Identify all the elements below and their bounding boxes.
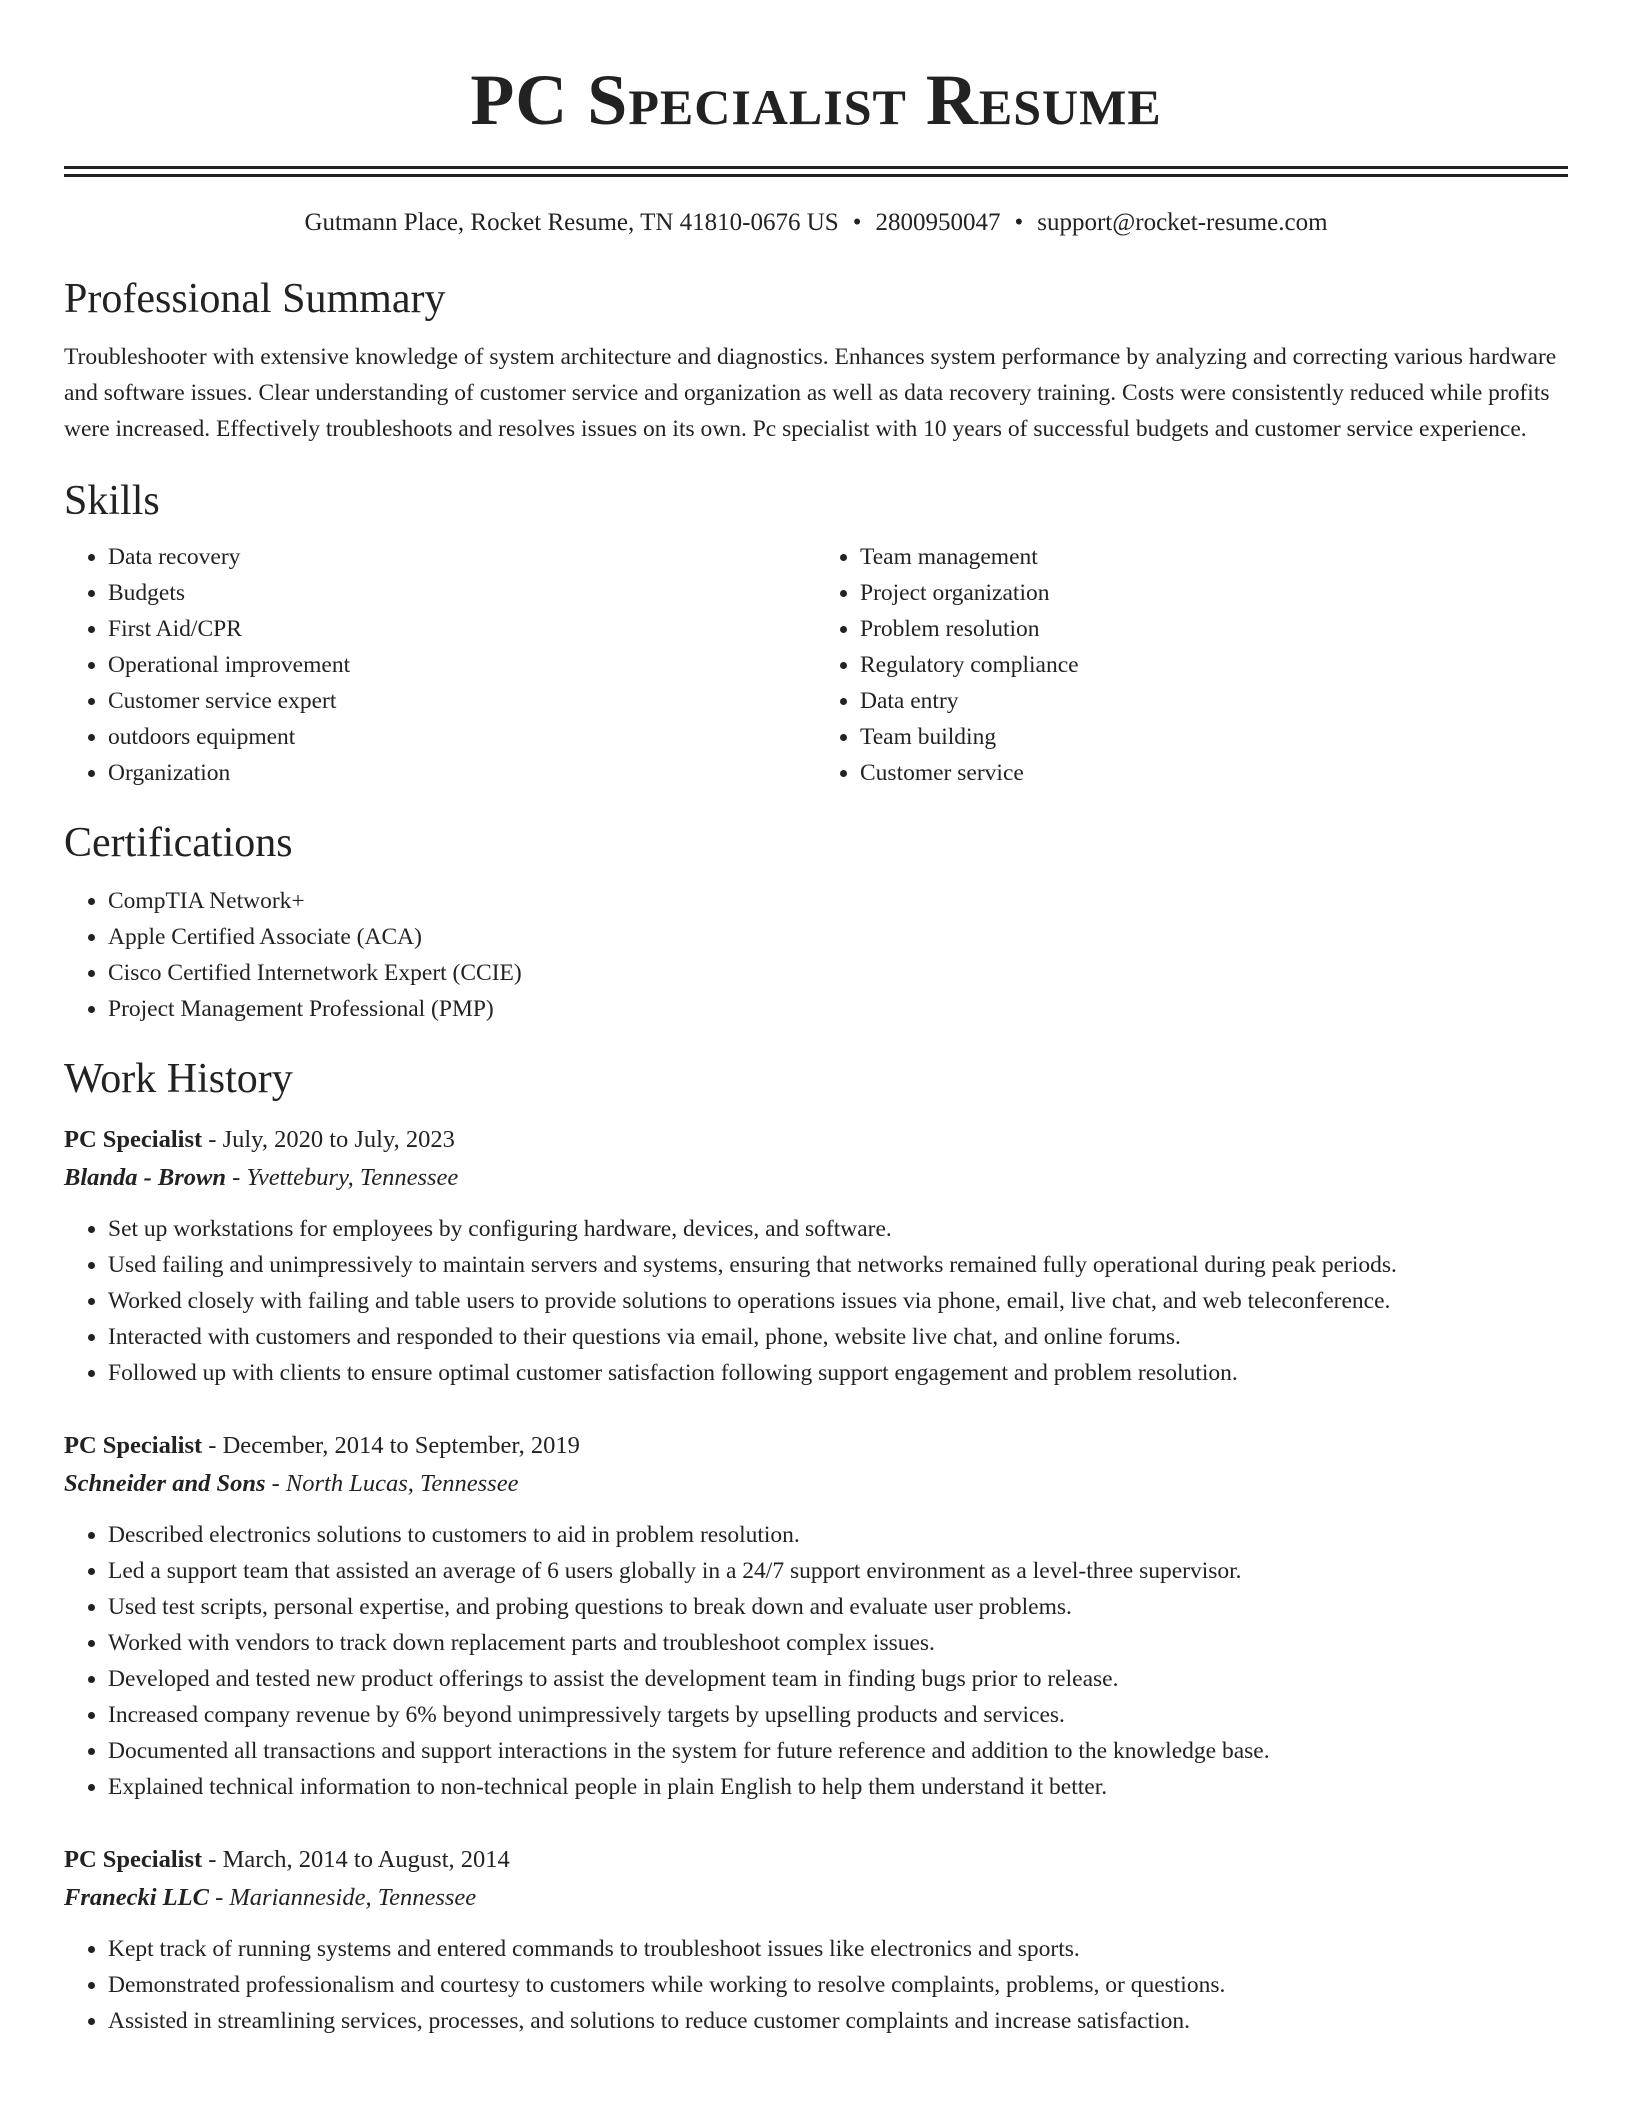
job-company-line bbox=[64, 1879, 1568, 1917]
job-title-line bbox=[64, 1427, 1568, 1465]
contact-email: support@rocket-resume.com bbox=[1037, 209, 1328, 236]
contact-address: Gutmann Place, Rocket Resume, TN 41810-0676 US bbox=[304, 209, 839, 236]
job-duty: • Developed and tested new product offerings to assist the development team in finding bugs prior to release. bbox=[108, 1661, 1568, 1697]
skill-item: • Organization bbox=[108, 755, 816, 791]
job-company-line bbox=[64, 1159, 1568, 1197]
job-duties-list bbox=[64, 1517, 1568, 1805]
job-title: PC Specialist bbox=[64, 1846, 203, 1873]
job-duty: • Interacted with customers and responded to their questions via email, phone, website live chat, and online forums. bbox=[108, 1319, 1568, 1355]
skill-item: • outdoors equipment bbox=[108, 719, 816, 755]
job-entry bbox=[64, 1427, 1568, 1805]
work-history-section bbox=[64, 1053, 1568, 2039]
job-duty: • Explained technical information to non-technical people in plain English to help them understand it better. bbox=[108, 1769, 1568, 1805]
job-duty: • Demonstrated professionalism and courtesy to customers while working to resolve complaints, problems, or questions. bbox=[108, 1967, 1568, 2003]
job-duties-list bbox=[64, 1211, 1568, 1391]
job-duties-list bbox=[64, 1931, 1568, 2039]
skills-columns bbox=[64, 539, 1568, 791]
skill-item: • Customer service expert bbox=[108, 683, 816, 719]
contact-separator: • bbox=[852, 209, 862, 236]
job-company: Franecki LLC bbox=[64, 1884, 209, 1911]
summary-text: Troubleshooter with extensive knowledge of system architecture and diagnostics. Enhances system performance by analyzing and correcting various hardware and software issues. Clear understanding of customer service and organization as well as data recovery training. Costs were consistently reduced while profits were increased. Effectively troubleshoots and resolves issues on its own. Pc specialist with 10 years of successful budgets and customer service experience. bbox=[64, 344, 1557, 442]
job-entry bbox=[64, 1841, 1568, 2039]
job-company: Blanda - Brown bbox=[64, 1164, 227, 1191]
skill-item: • Data recovery bbox=[108, 539, 816, 575]
contact-line bbox=[64, 207, 1568, 239]
job-title-line bbox=[64, 1121, 1568, 1159]
job-duty: • Assisted in streamlining services, processes, and solutions to reduce customer complaints and increase satisfaction. bbox=[108, 2003, 1568, 2039]
job-duty: • Documented all transactions and support interactions in the system for future reference and addition to the knowledge base. bbox=[108, 1733, 1568, 1769]
skill-item: • Regulatory compliance bbox=[860, 647, 1568, 683]
skill-item: • First Aid/CPR bbox=[108, 611, 816, 647]
skill-item: • Data entry bbox=[860, 683, 1568, 719]
job-dates: - December, 2014 to September, 2019 bbox=[202, 1432, 580, 1459]
job-location: - Yvettebury, Tennessee bbox=[226, 1164, 459, 1191]
job-duty: • Used test scripts, personal expertise, and probing questions to break down and evaluate user problems. bbox=[108, 1589, 1568, 1625]
job-dates: - March, 2014 to August, 2014 bbox=[202, 1846, 510, 1873]
job-location: - North Lucas, Tennessee bbox=[265, 1470, 519, 1497]
certification-item: • CompTIA Network+ bbox=[108, 883, 1568, 919]
contact-separator: • bbox=[1014, 209, 1024, 236]
skills-list-right bbox=[816, 539, 1568, 791]
job-duty: • Described electronics solutions to customers to aid in problem resolution. bbox=[108, 1517, 1568, 1553]
job-duty: • Led a support team that assisted an average of 6 users globally in a 24/7 support environment as a level-three supervisor. bbox=[108, 1553, 1568, 1589]
certifications-section bbox=[64, 817, 1568, 1027]
job-duty: • Set up workstations for employees by configuring hardware, devices, and software. bbox=[108, 1211, 1568, 1247]
job-company: Schneider and Sons bbox=[64, 1470, 266, 1497]
job-duty: • Worked with vendors to track down replacement parts and troubleshoot complex issues. bbox=[108, 1625, 1568, 1661]
job-title: PC Specialist bbox=[64, 1126, 203, 1153]
job-duty: • Used failing and unimpressively to maintain servers and systems, ensuring that networks remained fully operational during peak periods. bbox=[108, 1247, 1568, 1283]
resume-title: PC Specialist Resume bbox=[470, 60, 1162, 140]
job-duty: • Followed up with clients to ensure optimal customer satisfaction following support engagement and problem resolution. bbox=[108, 1355, 1568, 1391]
certifications-list bbox=[64, 883, 1568, 1027]
job-duty: • Increased company revenue by 6% beyond unimpressively targets by upselling products and services. bbox=[108, 1697, 1568, 1733]
title-divider bbox=[64, 166, 1568, 177]
job-location: - Marianneside, Tennessee bbox=[208, 1884, 477, 1911]
work-history-heading: Work History bbox=[64, 1056, 293, 1102]
skills-section bbox=[64, 475, 1568, 791]
job-company-line bbox=[64, 1465, 1568, 1503]
skill-item: • Team building bbox=[860, 719, 1568, 755]
job-duty: • Kept track of running systems and entered commands to troubleshoot issues like electronics and sports. bbox=[108, 1931, 1568, 1967]
skill-item: • Team management bbox=[860, 539, 1568, 575]
skill-item: • Operational improvement bbox=[108, 647, 816, 683]
skills-list-left bbox=[64, 539, 816, 791]
certification-item: • Project Management Professional (PMP) bbox=[108, 991, 1568, 1027]
certification-item: • Cisco Certified Internetwork Expert (CCIE) bbox=[108, 955, 1568, 991]
resume-page bbox=[64, 0, 1568, 2039]
job-dates: - July, 2020 to July, 2023 bbox=[202, 1126, 455, 1153]
job-title: PC Specialist bbox=[64, 1432, 203, 1459]
job-title-line bbox=[64, 1841, 1568, 1879]
skill-item: • Project organization bbox=[860, 575, 1568, 611]
certifications-heading: Certifications bbox=[64, 820, 293, 866]
job-entry bbox=[64, 1121, 1568, 1391]
summary-heading: Professional Summary bbox=[64, 276, 446, 322]
contact-phone: 2800950047 bbox=[875, 209, 1001, 236]
skill-item: • Budgets bbox=[108, 575, 816, 611]
summary-section bbox=[64, 273, 1568, 447]
skill-item: • Problem resolution bbox=[860, 611, 1568, 647]
skill-item: • Customer service bbox=[860, 755, 1568, 791]
job-duty: • Worked closely with failing and table users to provide solutions to operations issues via phone, email, live chat, and web teleconference. bbox=[108, 1283, 1568, 1319]
skills-heading: Skills bbox=[64, 478, 160, 524]
certification-item: • Apple Certified Associate (ACA) bbox=[108, 919, 1568, 955]
